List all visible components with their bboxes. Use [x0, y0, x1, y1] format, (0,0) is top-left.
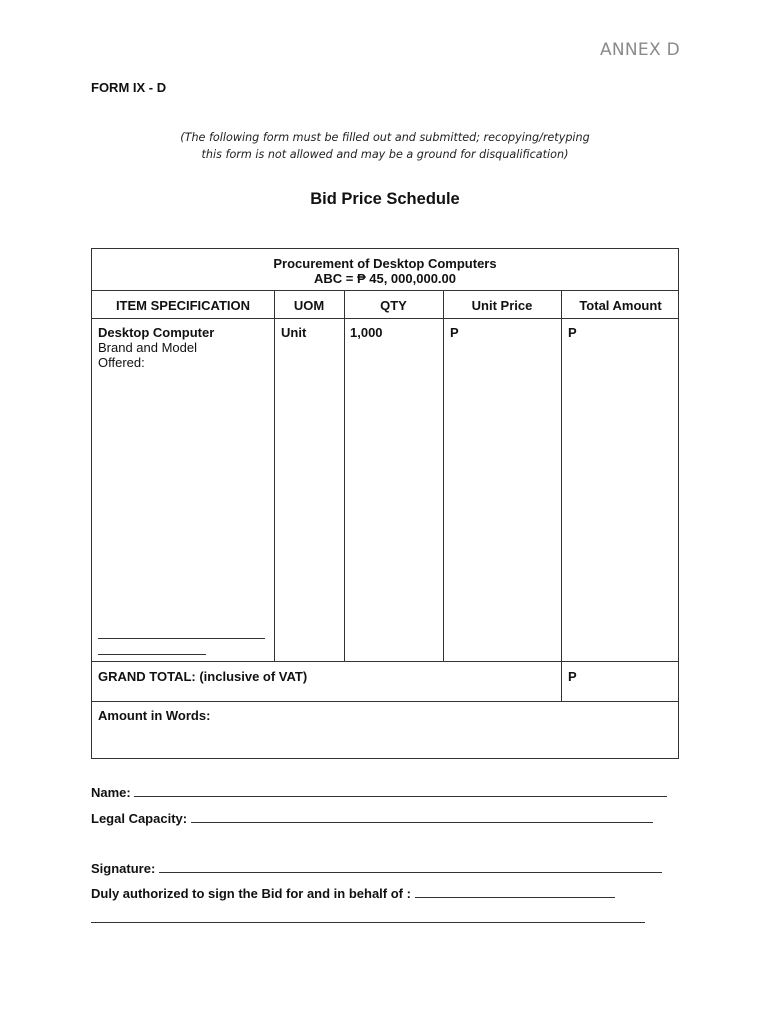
total-amount-value: P: [568, 325, 577, 340]
column-header-unit-price: Unit Price: [471, 298, 533, 313]
uom-value: Unit: [281, 325, 307, 340]
grand-total-value: P: [568, 669, 577, 684]
divider: [92, 318, 678, 319]
item-brand-model-label: Brand and Model: [98, 340, 198, 355]
signature-field: [91, 860, 662, 876]
column-divider: [443, 290, 444, 661]
divider: [92, 290, 678, 291]
annex-label: ANNEX D: [599, 40, 680, 60]
column-header-qty: QTY: [380, 298, 407, 313]
bid-price-table: [91, 248, 679, 759]
column-divider: [274, 290, 275, 661]
form-id: FORM IX - D: [91, 80, 167, 95]
unit-price-value: P: [450, 325, 459, 340]
column-header-total-amount: Total Amount: [579, 298, 662, 313]
legal-capacity-blank[interactable]: [191, 810, 653, 823]
name-field: [91, 784, 667, 800]
brand-model-blank-line[interactable]: [98, 638, 265, 639]
brand-model-blank-line[interactable]: [98, 654, 206, 655]
form-notice: [91, 129, 679, 163]
item-title: Desktop Computer: [98, 325, 215, 340]
page-title: Bid Price Schedule: [310, 190, 460, 208]
item-offered-label: Offered:: [98, 355, 145, 370]
divider: [92, 701, 678, 702]
abc-amount: ABC = ₱ 45, 000,000.00: [313, 271, 456, 286]
qty-value: 1,000: [350, 325, 383, 340]
procurement-title: Procurement of Desktop Computers: [273, 256, 497, 271]
amount-in-words-label: Amount in Words:: [98, 708, 211, 723]
grand-total-label: GRAND TOTAL: (inclusive of VAT): [98, 669, 308, 684]
column-header-item-specification: ITEM SPECIFICATION: [115, 298, 251, 313]
authorized-second-blank[interactable]: [91, 922, 645, 923]
legal-capacity-field: [91, 810, 653, 826]
name-blank[interactable]: [134, 784, 667, 797]
legal-capacity-label: Legal Capacity:: [91, 811, 188, 826]
column-divider: [561, 290, 562, 701]
authorized-field: [91, 885, 615, 901]
notice-line-2: this form is not allowed and may be a ground for disqualification): [201, 148, 569, 161]
authorized-blank[interactable]: [415, 885, 615, 898]
column-divider: [344, 290, 345, 661]
column-header-uom: UOM: [293, 298, 325, 313]
name-label: Name:: [91, 785, 131, 800]
item-specification-cell: [98, 325, 214, 370]
signature-label: Signature:: [91, 861, 156, 876]
signature-blank[interactable]: [159, 860, 662, 873]
authorized-label: Duly authorized to sign the Bid for and in behalf of :: [91, 886, 411, 901]
divider: [92, 661, 678, 662]
procurement-header: [92, 256, 678, 286]
notice-line-1: (The following form must be filled out and submitted; recopying/retyping: [180, 131, 590, 144]
